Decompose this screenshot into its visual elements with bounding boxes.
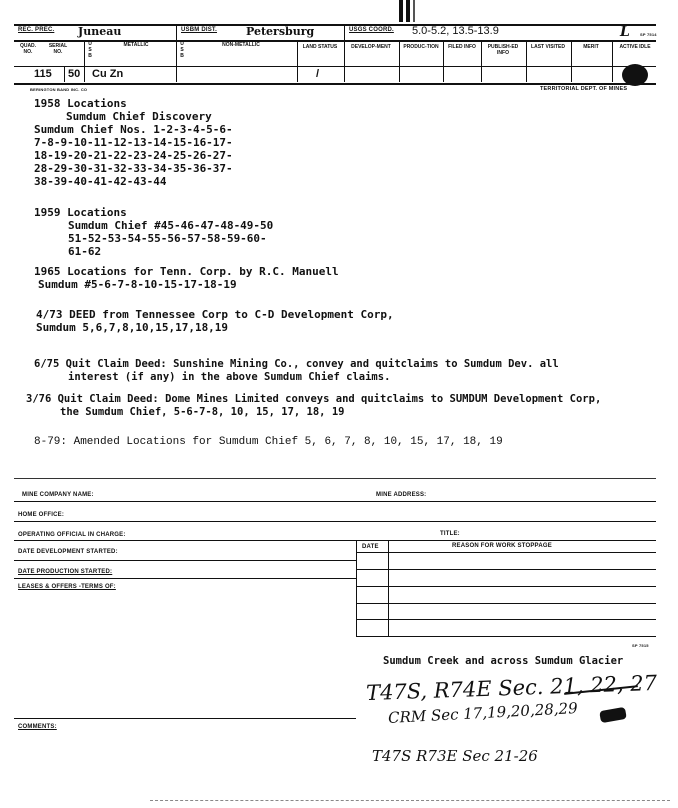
territorial-dept: TERRITORIAL DEPT. OF MINES — [540, 86, 628, 92]
locations-1965-line: Sumdum #5-6-7-8-10-15-17-18-19 — [38, 278, 237, 291]
col-quad: QUAD. NO. — [19, 43, 37, 55]
deed-376-line: 3/76 Quit Claim Deed: Dome Mines Limited conveys and quitclaims to SUMDUM Development Corp, — [26, 393, 602, 405]
deed-473-line: Sumdum 5,6,7,8,10,15,17,18,19 — [36, 321, 229, 334]
col-published-info: PUBLISH-ED INFO — [487, 44, 519, 56]
row-divider — [612, 66, 613, 82]
deed-675-line: 6/75 Quit Claim Deed: Sunshine Mining Co., convey and quitclaims to Sumdum Dev. all — [34, 358, 559, 370]
usbm-dist-label: USBM DIST. — [181, 27, 218, 33]
serial-value: 50 — [68, 68, 81, 80]
stoppage-rule — [356, 619, 656, 620]
col-land-status: LAND STATUS — [302, 44, 338, 50]
header-bottom-rule — [14, 83, 656, 85]
form-number-bottom: SP 7515 — [632, 643, 649, 648]
row-divider — [84, 66, 85, 82]
handwritten-scribble — [599, 707, 627, 723]
bottom-marks — [150, 800, 670, 803]
col-divider — [526, 40, 527, 66]
col-divider — [443, 40, 444, 66]
locations-1958-line: Sumdum Chief Nos. 1-2-3-4-5-6- — [34, 123, 233, 136]
quad-value: 115 — [34, 68, 52, 80]
stoppage-date-header: DATE — [362, 544, 379, 550]
col-divider — [297, 40, 298, 66]
footer-rule — [14, 501, 656, 502]
deed-473-line: 4/73 DEED from Tennessee Corp to C-D Development Corp, — [36, 308, 394, 321]
usbm-dist-value: Petersburg — [246, 25, 315, 38]
rec-prec-value: Juneau — [78, 25, 122, 38]
deed-376-line: the Sumdum Chief, 5-6-7-8, 10, 15, 17, 18, 19 — [60, 406, 345, 418]
locations-1959-title: 1959 Locations — [34, 206, 127, 219]
col-divider — [612, 40, 613, 66]
row-divider — [297, 66, 298, 82]
locations-1958-discovery: Sumdum Chief Discovery — [66, 110, 212, 123]
usgs-coord-label: USGS COORD. — [349, 27, 394, 33]
col-merit: MERIT — [583, 44, 599, 50]
deed-675-line: interest (if any) in the above Sumdum Chief claims. — [68, 371, 391, 383]
col-divider — [84, 40, 85, 66]
locations-1958-line: 18-19-20-21-22-23-24-25-26-27- — [34, 149, 233, 162]
handwritten-township-1: T47S, R74E Sec. 21, 22, 27 — [365, 670, 658, 706]
col-usbm1: U S B — [88, 41, 92, 59]
col-filed-info: FILED INFO — [448, 44, 476, 50]
stoppage-rule — [356, 552, 656, 553]
footer-rule — [14, 578, 356, 579]
footer-rule — [14, 718, 356, 719]
locations-1959-line: Sumdum Chief #45-46-47-48-49-50 — [68, 219, 274, 232]
col-divider — [399, 40, 400, 66]
header-divider — [176, 24, 177, 40]
row-divider — [176, 66, 177, 82]
land-status-value: / — [316, 68, 320, 80]
form-number-top: SP 7514 — [640, 32, 657, 37]
col-non-metallic: NON-METALLIC — [222, 42, 260, 48]
handwritten-township-2: CRM Sec 17,19,20,28,29 — [387, 699, 579, 727]
stoppage-rule — [356, 603, 656, 604]
filing-tab-mark — [413, 0, 415, 22]
row-divider — [399, 66, 400, 82]
stoppage-left-border — [356, 540, 357, 636]
col-last-visited: LAST VISITED — [531, 44, 565, 50]
col-serial: SERIAL NO. — [48, 43, 68, 55]
filing-tab-mark — [399, 0, 403, 22]
title-label: TITLE: — [440, 531, 460, 537]
amended-879-line: 8-79: Amended Locations for Sumdum Chief 5, 6, 7, 8, 10, 15, 17, 18, 19 — [34, 436, 503, 448]
row-divider — [526, 66, 527, 82]
date-development-started-label: DATE DEVELOPMENT STARTED: — [18, 549, 118, 555]
stoppage-reason-header: REASON FOR WORK STOPPAGE — [452, 543, 552, 549]
usgs-coord-value: 5.0-5.2, 13.5-13.9 — [412, 25, 499, 37]
col-development: DEVELOP-MENT — [351, 44, 391, 50]
mine-company-name-label: MINE COMPANY NAME: — [22, 492, 94, 498]
corner-letter: L — [620, 24, 630, 40]
row-divider — [571, 66, 572, 82]
row-divider — [64, 66, 65, 82]
comments-label: COMMENTS: — [18, 724, 57, 730]
footer-rule — [14, 521, 656, 522]
locations-1965-line: 1965 Locations for Tenn. Corp. by R.C. Manuell — [34, 265, 339, 278]
stoppage-rule — [356, 586, 656, 587]
col-divider — [176, 40, 177, 66]
home-office-label: HOME OFFICE: — [18, 512, 65, 518]
locations-1958-line: 28-29-30-31-32-33-34-35-36-37- — [34, 162, 233, 175]
stoppage-rule — [356, 636, 656, 637]
filing-tab-mark — [406, 0, 410, 22]
col-divider — [571, 40, 572, 66]
locations-1958-line: 7-8-9-10-11-12-13-14-15-16-17- — [34, 136, 233, 149]
footer-top-rule — [14, 478, 656, 479]
stoppage-date-divider — [388, 540, 389, 636]
locations-1959-line: 51-52-53-54-55-56-57-58-59-60- — [68, 232, 267, 245]
col-metallic: METALLIC — [123, 42, 149, 48]
handwritten-township-3: T47S R73E Sec 21-26 — [372, 747, 538, 765]
footer-rule — [14, 560, 356, 561]
col-divider — [481, 40, 482, 66]
stoppage-rule — [356, 569, 656, 570]
location-description: Sumdum Creek and across Sumdum Glacier — [383, 655, 624, 667]
operating-official-label: OPERATING OFFICIAL IN CHARGE: — [18, 532, 126, 538]
locations-1958-line: 38-39-40-41-42-43-44 — [34, 175, 167, 188]
row-divider — [481, 66, 482, 82]
printer-imprint: BERINGTON BAND INC. CO — [30, 87, 88, 92]
header-rule — [14, 66, 656, 67]
locations-1958-title: 1958 Locations — [34, 97, 127, 110]
date-production-started-label: DATE PRODUCTION STARTED: — [18, 569, 113, 575]
header-divider — [344, 24, 345, 40]
mine-address-label: MINE ADDRESS: — [376, 492, 427, 498]
col-divider — [344, 40, 345, 66]
col-usbm2: U S B — [180, 41, 184, 59]
row-divider — [344, 66, 345, 82]
leases-offers-label: LEASES & OFFERS -TERMS OF: — [18, 584, 116, 590]
col-active-idle: ACTIVE IDLE — [619, 44, 651, 50]
footer-rule — [14, 540, 656, 541]
col-production: PRODUC-TION — [403, 44, 439, 50]
locations-1959-line: 61-62 — [68, 245, 102, 258]
rec-prec-label: REC. PREC. — [18, 27, 55, 33]
row-divider — [443, 66, 444, 82]
metallic-value: Cu Zn — [92, 68, 124, 80]
